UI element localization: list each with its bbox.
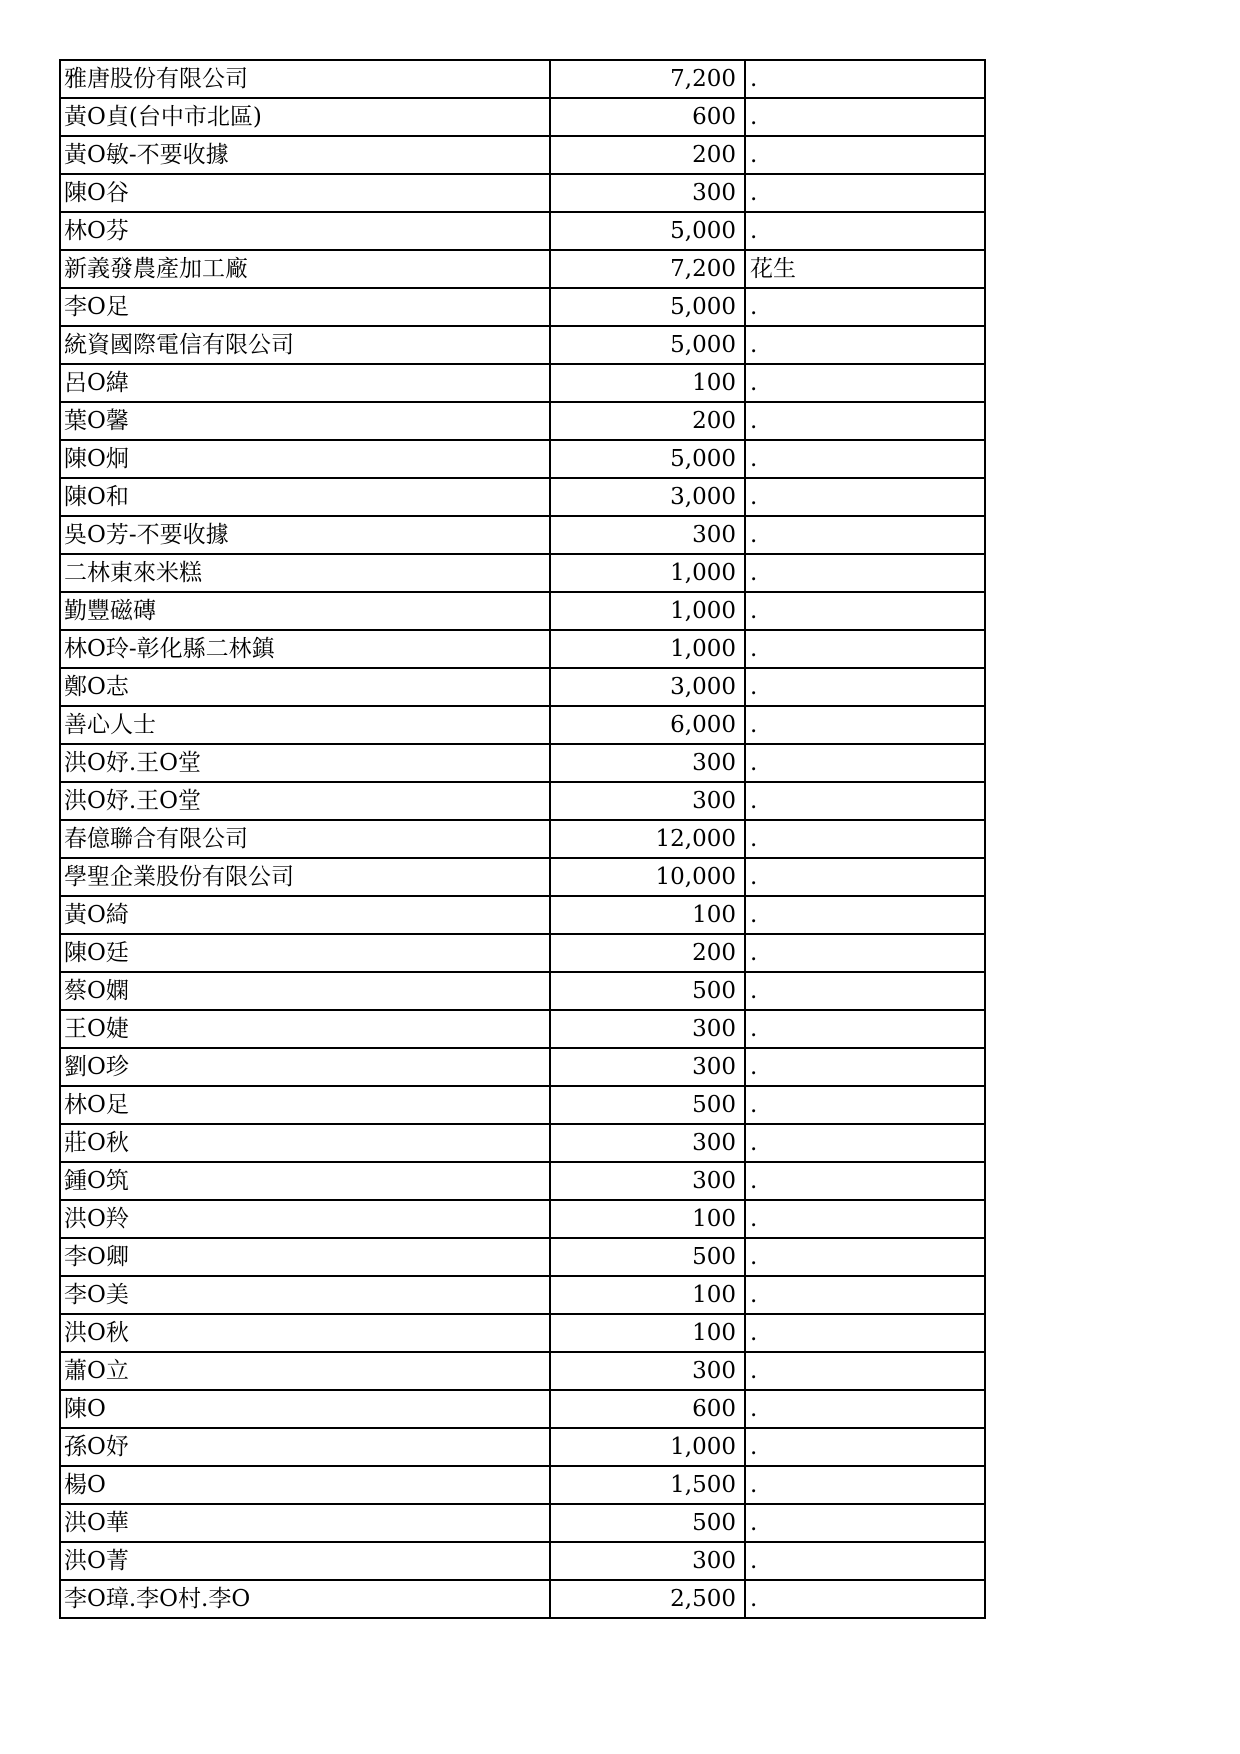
donor-name: 呂O緯 (60, 364, 550, 402)
donation-amount: 100 (550, 896, 745, 934)
donor-name: 洪O羚 (60, 1200, 550, 1238)
table-row (60, 1580, 985, 1618)
donor-name: 林O玲-彰化縣二林鎮 (60, 630, 550, 668)
donation-note: . (745, 820, 985, 858)
table-row (60, 326, 985, 364)
donation-amount: 7,200 (550, 60, 745, 98)
table-row (60, 516, 985, 554)
donation-note: . (745, 1010, 985, 1048)
donation-amount: 7,200 (550, 250, 745, 288)
table-row (60, 1504, 985, 1542)
donation-note: . (745, 668, 985, 706)
donation-note: . (745, 706, 985, 744)
donor-name: 善心人士 (60, 706, 550, 744)
donor-name: 蕭O立 (60, 1352, 550, 1390)
donation-amount: 600 (550, 98, 745, 136)
donation-note: . (745, 60, 985, 98)
donation-amount: 600 (550, 1390, 745, 1428)
donation-note: . (745, 972, 985, 1010)
donation-note: . (745, 1542, 985, 1580)
table-row (60, 630, 985, 668)
table-row (60, 98, 985, 136)
donation-note: . (745, 1276, 985, 1314)
table-row (60, 706, 985, 744)
donation-amount: 6,000 (550, 706, 745, 744)
donation-amount: 200 (550, 136, 745, 174)
table-row (60, 250, 985, 288)
table-row (60, 744, 985, 782)
table-row (60, 174, 985, 212)
donation-note: . (745, 1200, 985, 1238)
donor-name: 陳O炯 (60, 440, 550, 478)
donation-note: . (745, 98, 985, 136)
donation-note: . (745, 212, 985, 250)
donor-name: 學聖企業股份有限公司 (60, 858, 550, 896)
donor-name: 洪O菁 (60, 1542, 550, 1580)
donor-name: 鄭O志 (60, 668, 550, 706)
donor-name: 雅唐股份有限公司 (60, 60, 550, 98)
donation-amount: 200 (550, 402, 745, 440)
table-row (60, 1124, 985, 1162)
donation-note: . (745, 288, 985, 326)
donor-name: 林O足 (60, 1086, 550, 1124)
donation-note: . (745, 782, 985, 820)
donor-name: 李O卿 (60, 1238, 550, 1276)
donor-name: 黃O貞(台中市北區) (60, 98, 550, 136)
donor-name: 洪O妤.王O堂 (60, 744, 550, 782)
donation-note: . (745, 1352, 985, 1390)
donation-note: . (745, 136, 985, 174)
donation-note: . (745, 1048, 985, 1086)
table-row (60, 1352, 985, 1390)
donor-name: 黃O敏-不要收據 (60, 136, 550, 174)
donation-amount: 300 (550, 1124, 745, 1162)
donor-name: 春億聯合有限公司 (60, 820, 550, 858)
table-row (60, 1542, 985, 1580)
donation-note: . (745, 1086, 985, 1124)
donation-note: . (745, 478, 985, 516)
donor-name: 莊O秋 (60, 1124, 550, 1162)
donation-note: . (745, 1390, 985, 1428)
table-row (60, 972, 985, 1010)
donation-amount: 10,000 (550, 858, 745, 896)
donation-amount: 300 (550, 1162, 745, 1200)
table-row (60, 896, 985, 934)
donation-amount: 1,000 (550, 1428, 745, 1466)
donor-name: 洪O妤.王O堂 (60, 782, 550, 820)
donor-name: 黃O綺 (60, 896, 550, 934)
donation-note: . (745, 440, 985, 478)
donation-amount: 12,000 (550, 820, 745, 858)
donation-amount: 3,000 (550, 668, 745, 706)
donor-name: 劉O珍 (60, 1048, 550, 1086)
donation-amount: 200 (550, 934, 745, 972)
donation-note: . (745, 1314, 985, 1352)
donation-amount: 500 (550, 1504, 745, 1542)
table-row (60, 1466, 985, 1504)
donation-note: . (745, 326, 985, 364)
donor-name: 王O婕 (60, 1010, 550, 1048)
donation-amount: 5,000 (550, 288, 745, 326)
donor-name: 李O足 (60, 288, 550, 326)
donation-table (59, 59, 986, 1619)
donation-amount: 5,000 (550, 326, 745, 364)
table-row (60, 1314, 985, 1352)
donor-name: 葉O馨 (60, 402, 550, 440)
table-row (60, 820, 985, 858)
donation-amount: 300 (550, 1010, 745, 1048)
donation-amount: 1,000 (550, 592, 745, 630)
donation-amount: 3,000 (550, 478, 745, 516)
donation-amount: 1,000 (550, 554, 745, 592)
donation-note: . (745, 1466, 985, 1504)
donation-amount: 5,000 (550, 212, 745, 250)
donor-name: 統資國際電信有限公司 (60, 326, 550, 364)
donation-note: . (745, 1428, 985, 1466)
donation-amount: 500 (550, 972, 745, 1010)
donor-name: 陳O和 (60, 478, 550, 516)
table-row (60, 364, 985, 402)
donor-name: 二林東來米糕 (60, 554, 550, 592)
donor-name: 李O美 (60, 1276, 550, 1314)
donation-table-body (60, 60, 985, 1618)
donation-note: . (745, 1580, 985, 1618)
donation-amount: 500 (550, 1238, 745, 1276)
donation-amount: 300 (550, 1048, 745, 1086)
table-row (60, 60, 985, 98)
donation-note: . (745, 934, 985, 972)
table-row (60, 136, 985, 174)
table-row (60, 858, 985, 896)
table-row (60, 668, 985, 706)
donation-amount: 300 (550, 744, 745, 782)
donation-note: . (745, 592, 985, 630)
donor-name: 楊O (60, 1466, 550, 1504)
table-row (60, 288, 985, 326)
donation-note: 花生 (745, 250, 985, 288)
donation-amount: 500 (550, 1086, 745, 1124)
donor-name: 新義發農產加工廠 (60, 250, 550, 288)
donation-amount: 300 (550, 782, 745, 820)
donation-note: . (745, 364, 985, 402)
table-row (60, 782, 985, 820)
donation-note: . (745, 1162, 985, 1200)
table-row (60, 1238, 985, 1276)
donor-name: 蔡O嫻 (60, 972, 550, 1010)
donation-amount: 1,500 (550, 1466, 745, 1504)
table-row (60, 1010, 985, 1048)
donor-name: 洪O華 (60, 1504, 550, 1542)
donation-amount: 100 (550, 1200, 745, 1238)
donor-name: 林O芬 (60, 212, 550, 250)
table-row (60, 1162, 985, 1200)
donation-amount: 2,500 (550, 1580, 745, 1618)
donor-name: 陳O (60, 1390, 550, 1428)
table-row (60, 1428, 985, 1466)
table-row (60, 440, 985, 478)
donation-note: . (745, 516, 985, 554)
donor-name: 孫O妤 (60, 1428, 550, 1466)
table-row (60, 934, 985, 972)
donation-note: . (745, 402, 985, 440)
donor-name: 李O璋.李O村.李O (60, 1580, 550, 1618)
donor-name: 洪O秋 (60, 1314, 550, 1352)
table-row (60, 212, 985, 250)
donation-amount: 5,000 (550, 440, 745, 478)
donation-amount: 300 (550, 1352, 745, 1390)
table-row (60, 1048, 985, 1086)
table-row (60, 1200, 985, 1238)
donation-note: . (745, 1124, 985, 1162)
donation-amount: 100 (550, 364, 745, 402)
table-row (60, 1390, 985, 1428)
donation-amount: 100 (550, 1276, 745, 1314)
donation-note: . (745, 630, 985, 668)
donation-note: . (745, 858, 985, 896)
donation-note: . (745, 554, 985, 592)
donor-name: 陳O谷 (60, 174, 550, 212)
donation-note: . (745, 1238, 985, 1276)
donation-amount: 300 (550, 174, 745, 212)
donor-name: 吳O芳-不要收據 (60, 516, 550, 554)
table-row (60, 592, 985, 630)
donation-amount: 300 (550, 1542, 745, 1580)
table-row (60, 402, 985, 440)
donor-name: 鍾O筑 (60, 1162, 550, 1200)
donation-note: . (745, 1504, 985, 1542)
donation-note: . (745, 744, 985, 782)
donation-note: . (745, 896, 985, 934)
table-row (60, 1086, 985, 1124)
table-row (60, 1276, 985, 1314)
donation-amount: 100 (550, 1314, 745, 1352)
donor-name: 陳O廷 (60, 934, 550, 972)
donation-note: . (745, 174, 985, 212)
donation-amount: 1,000 (550, 630, 745, 668)
donation-amount: 300 (550, 516, 745, 554)
table-row (60, 554, 985, 592)
donor-name: 勤豐磁磚 (60, 592, 550, 630)
table-row (60, 478, 985, 516)
